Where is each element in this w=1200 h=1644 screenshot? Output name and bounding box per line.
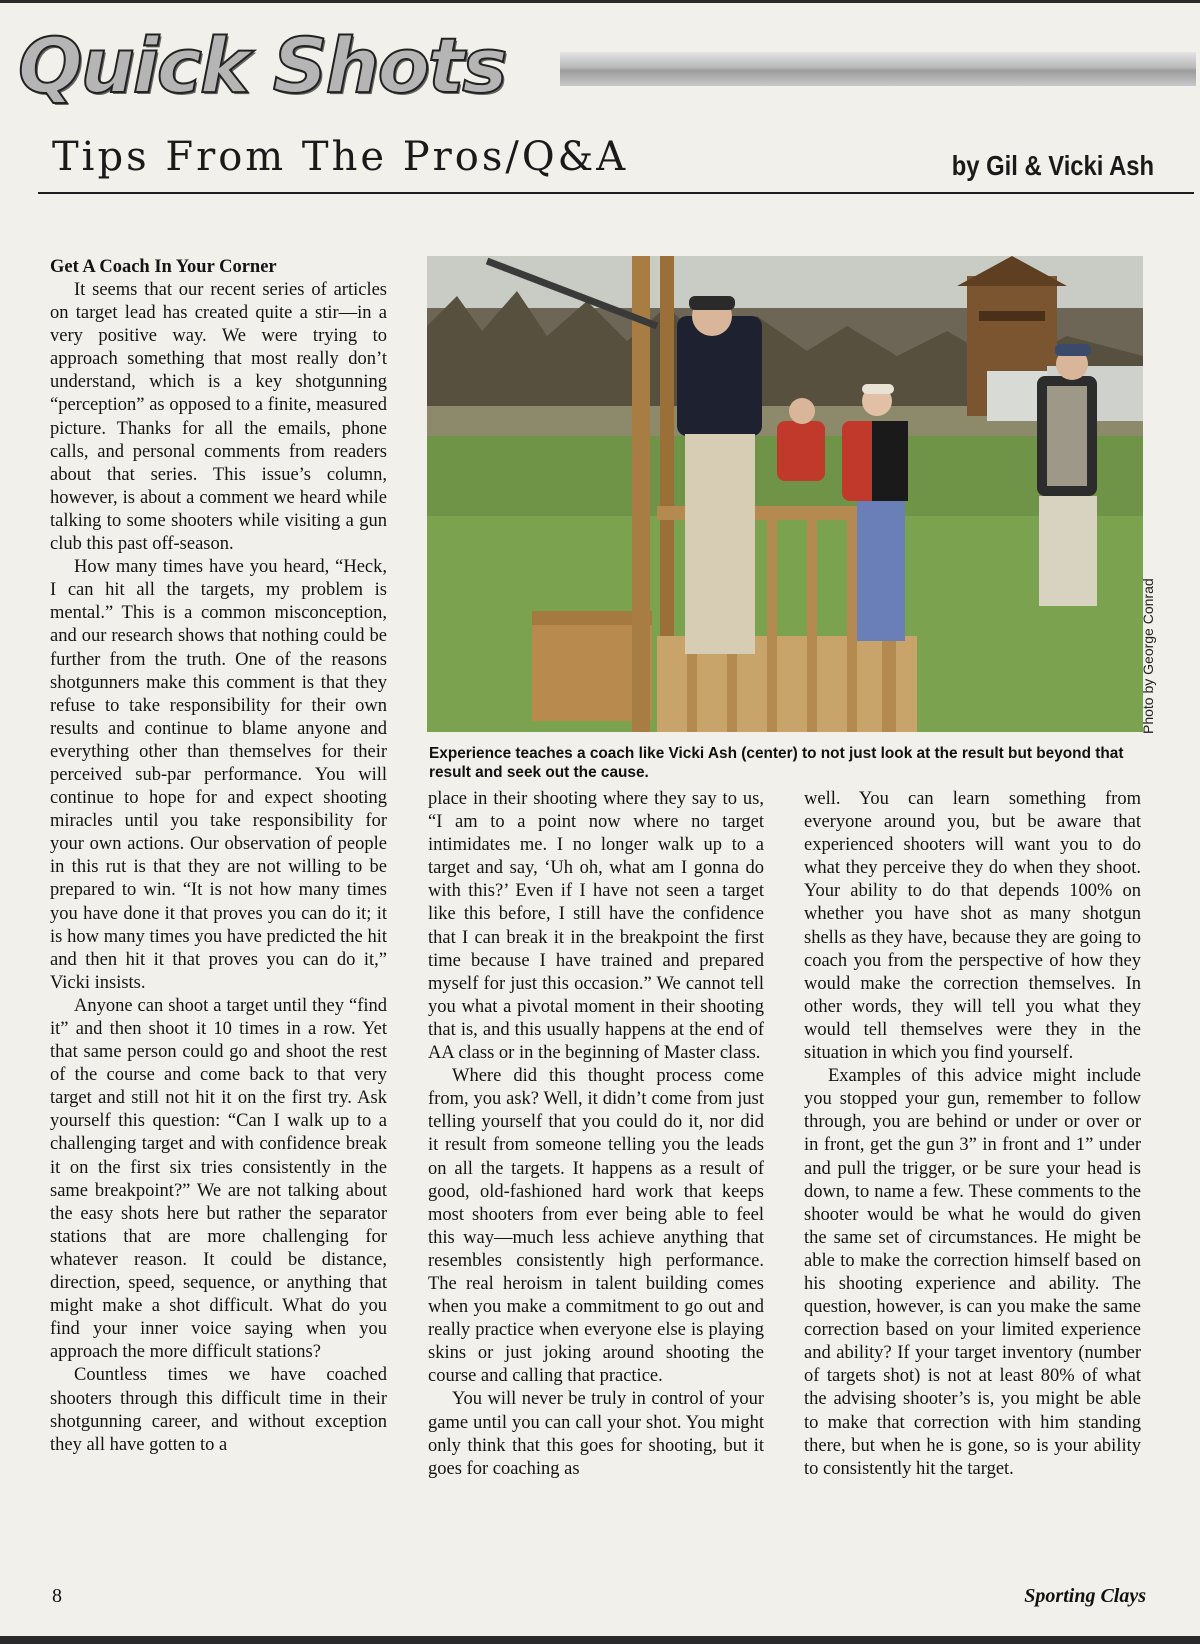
paragraph: It seems that our recent series of articles on target lead has created quite a stir—in a very positive way. We were trying to approach something that most really don’t understand, which is a key shotgunning “perception” as opposed to a finite, measured picture. Thanks for all the emails, phone calls, and personal comments from readers about that series. This issue’s column, however, is about a comment we heard while talking to some shooters while visiting a gun club this past off-season. bbox=[50, 280, 387, 555]
photo-credit: Photo by George Conrad bbox=[1140, 578, 1156, 734]
byline: by Gil & Vicki Ash bbox=[951, 150, 1154, 181]
paragraph: Anyone can shoot a target until they “find it” and then shoot it 10 times in a row. Yet that same person could go and shoot the rest of the course and come back to that very target and still not hit it on the first try. Ask yourself this question: “Can I walk up to a challenging target and with confidence break it on the first six tries consistently in the same breakpoint?” We are not talking about the easy shots here but rather the separator stations that are more challenging for whatever reason. It could be distance, direction, speed, sequence, or anything that might make a shot difficult. What do you find your inner voice saying when you approach the more difficult stations? bbox=[50, 995, 387, 1363]
article-column-3 bbox=[804, 788, 1141, 1481]
paragraph: You will never be truly in control of your game until you can call your shot. You might only think that this goes for shooting, but it goes for coaching as bbox=[428, 1389, 764, 1479]
page-number: 8 bbox=[52, 1585, 62, 1607]
paragraph: place in their shooting where they say to us, “I am to a point now where no target intimidates me. I no longer walk up to a target and say, ‘Uh oh, what am I gonna do with this?’ Even if I have not seen a target like this before, I still have the confidence that I can break it in the breakpoint the first time because I have trained and prepared myself for just this occasion.” We cannot tell you what a pivotal moment in their shooting that is, and this usually happens at the end of AA class or in the beginning of Master class. bbox=[428, 789, 764, 1064]
paragraph: How many times have you heard, “Heck, I can hit all the targets, my problem is mental.” This is a common misconception, and our research shows that nothing could be further from the truth. One of the reasons shotgunners make this comment is that they refuse to take responsibility for their own results and continue to blame anyone and everything other than themselves for their perceived sub-par performance. You will continue to hope for and expect shooting miracles until you take responsibility for your own actions. Our observation of people in this rut is that they are not willing to be prepared to win. “It is not how many times you have done it that proves you can do it; it is how many times you have predicted the hit and then hit it that proves you can do it,” Vicki insists. bbox=[50, 557, 387, 993]
paragraph: Countless times we have coached shooters through this difficult time in their shotgunning career, and without exception they all have gotten to a bbox=[50, 1365, 387, 1455]
article-column-2 bbox=[428, 788, 764, 1481]
paragraph: Examples of this advice might include you stopped your gun, remember to follow through, you are behind or under or over or in front, get the gun 3” in front and 1” under and pull the trigger, or be sure your head is down, to name a few. These comments to the shooter would be what he would do given the same set of circumstances. He might be able to make the correction himself based on his shooting experience and ability. The question, however, is can you make the same correction based on your limited experience and ability? If your target inventory (number of targets shot) is not at least 80% of what the advising shooter’s is, you might be able to make that correction with him standing there, but when he is gone, so is your ability to consistently hit the target. bbox=[804, 1066, 1141, 1479]
paragraph: Where did this thought process come from, you ask? Well, it didn’t come from just telling yourself that you could do it, nor did it result from someone telling you the leads on all the targets. It happens as a result of good, old-fashioned hard work that keeps most shooters from ever being able to feel this way—much less achieve anything that resembles consistently high performance. The real heroism in talent building comes when you make a commitment to go out and really practice when everyone else is playing skins or just joking around shooting the course and calling that practice. bbox=[428, 1066, 764, 1387]
quick-shots-logo: Quick Shots bbox=[18, 21, 506, 110]
paragraph: well. You can learn something from everyone around you, but be aware that experienced shooters will want you to do what they perceive they do when they shoot. Your ability to do that depends 100% on whether you have shot as many shotgun shells as they have, because they are going to coach you from the perspective of how they would make the correction themselves. In other words, they will tell you what they would tell themselves were they in the situation in which you find yourself. bbox=[804, 789, 1141, 1064]
magazine-name: Sporting Clays bbox=[1024, 1585, 1146, 1607]
article-subhead: Get A Coach In Your Corner bbox=[50, 257, 277, 277]
top-border bbox=[0, 0, 1200, 3]
page-title: Tips From The Pros/Q&A bbox=[52, 134, 629, 180]
header-rule bbox=[38, 192, 1194, 194]
shooting-range-photo bbox=[427, 256, 1143, 732]
article-column-1 bbox=[50, 256, 387, 1457]
photo-caption: Experience teaches a coach like Vicki Ash (center) to not just look at the result but beyond that result and seek out the cause. bbox=[429, 745, 1124, 781]
bottom-border bbox=[0, 1636, 1200, 1644]
article-photo bbox=[427, 256, 1143, 732]
banner-bar bbox=[560, 52, 1196, 86]
